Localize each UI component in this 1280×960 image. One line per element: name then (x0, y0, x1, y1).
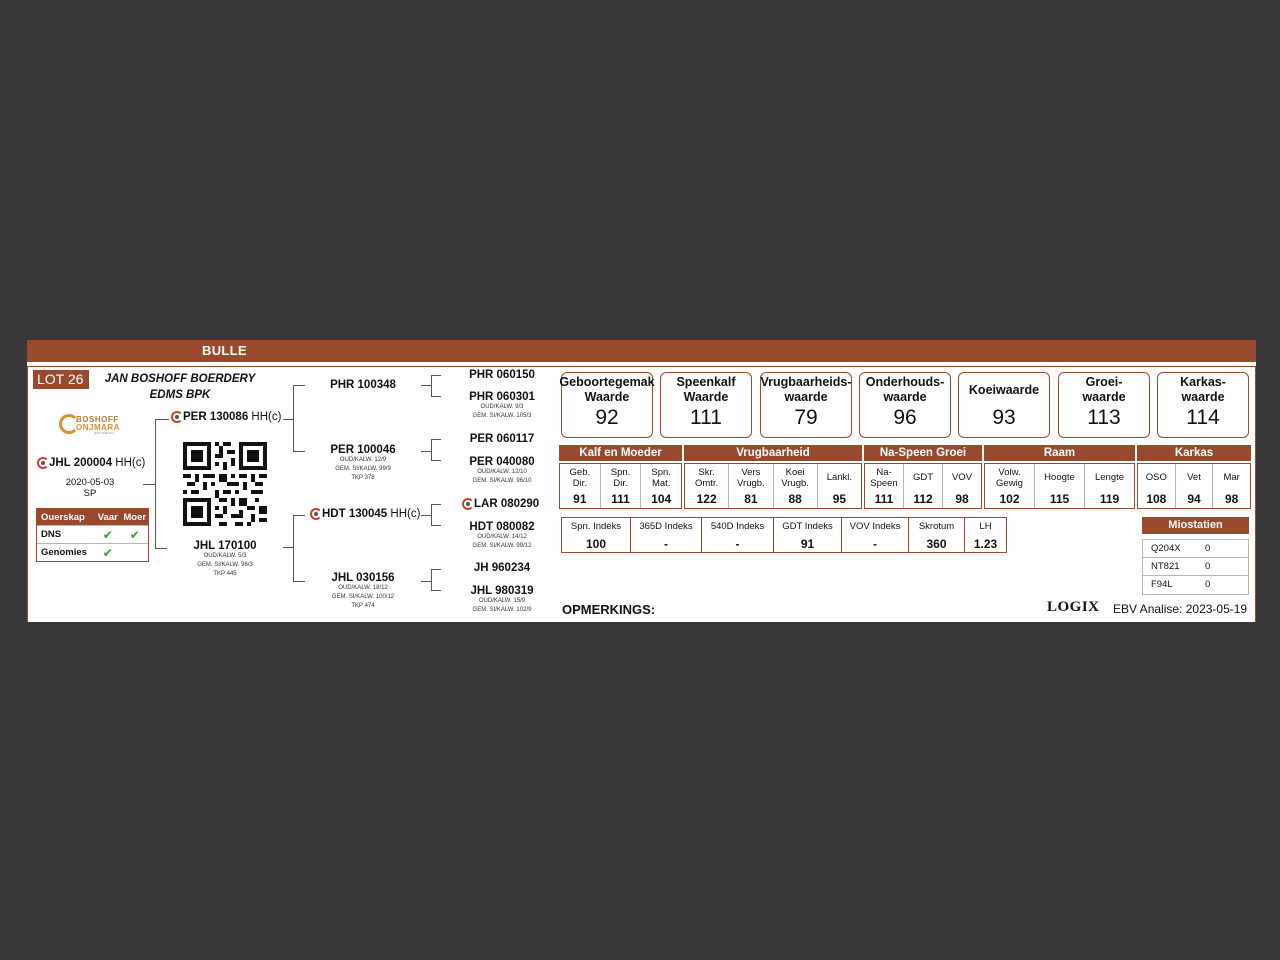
ebv-box-value: 113 (1087, 406, 1121, 429)
logo-text-top: BOSHOFF (76, 415, 119, 424)
ebv-label-line: Groei- (1085, 375, 1123, 389)
ebv-box-value: 114 (1186, 406, 1220, 429)
breeder-name: JAN BOSHOFF BOERDERY EDMS BPK (104, 373, 256, 401)
trait-label-line: Vet (1187, 472, 1201, 483)
ownership-header-label: Ouerskap (41, 511, 85, 523)
trait-label (774, 464, 817, 490)
trait-label (1213, 464, 1250, 490)
dds-id: JH 960234 (473, 562, 531, 574)
ownership-header (37, 509, 148, 525)
index-value: - (735, 537, 740, 551)
trait-label-line: GDT (912, 472, 934, 483)
ebv-box-value: 111 (690, 406, 722, 429)
index-label: VOV Indeks (849, 521, 901, 532)
dam-age-calves: OUD/KALW. 5/3 (203, 553, 247, 559)
trait-label-line: Lengte (1094, 472, 1125, 483)
ebv-analysis-value: 2023-05-19 (1185, 602, 1248, 616)
trait-label-line: Vers (741, 466, 761, 478)
ebv-box-koeiwaarde (958, 372, 1050, 438)
sire-dam-age-calves: OUD/KALW. 12/9 (339, 457, 387, 463)
trait-label (985, 464, 1034, 490)
index-label: Skrotum (918, 521, 955, 532)
trait-value: 98 (1225, 492, 1239, 506)
trait-label-line: OSO (1145, 472, 1167, 483)
logix-logo: LOGIX (1047, 599, 1100, 615)
dsd-age-calves: OUD/KALW. 14/12 (477, 534, 527, 540)
trait-label (943, 464, 981, 490)
genomic-icon (171, 411, 181, 421)
ddd-block (457, 585, 547, 615)
dam-dam-avg-weaning: GEM. SI/KALW. 100/12 (331, 594, 395, 600)
ebv-box-label (959, 373, 1049, 405)
index-label: Spn. Indeks (570, 521, 622, 532)
index-cell (842, 518, 909, 552)
index-cell (702, 518, 774, 552)
sds-block (457, 433, 547, 445)
ebv-box-vrugbaarheid (760, 372, 852, 438)
trait-label-line: Spn. (651, 466, 671, 478)
qr-code[interactable] (183, 442, 267, 526)
trait-label-line: Spn. (610, 466, 631, 478)
miostatien-row (1143, 558, 1248, 576)
trait-cell (818, 464, 861, 508)
sdd-block (457, 456, 547, 486)
trait-label-line: Dir. (613, 477, 628, 489)
traits-raam (984, 463, 1135, 509)
trait-cell (1085, 464, 1134, 508)
index-cell (774, 518, 842, 552)
trait-cell (1035, 464, 1085, 508)
sire-dam-tkp: TKP 378 (351, 475, 375, 481)
trait-label-line: Mat. (651, 477, 671, 489)
sire-sire-id: PHR 100348 (330, 379, 396, 391)
check-icon: ✔ (102, 527, 113, 542)
genomic-icon (310, 508, 320, 518)
dam-avg-weaning: GEM. SI/KALW. 96/3 (197, 562, 253, 568)
trait-label-line: Gewig (996, 477, 1023, 489)
ownership-row-label: DNS (41, 529, 62, 540)
ebv-box-label (1158, 373, 1248, 405)
trait-label (1085, 464, 1134, 490)
index-label: 365D Indeks (639, 521, 693, 532)
ebv-box-value: 96 (893, 406, 917, 429)
ddd-id: JHL 980319 (470, 585, 534, 597)
trait-label-line: Hoogte (1044, 472, 1075, 483)
ebv-label-line: Onderhouds- (865, 375, 945, 389)
subject-hh: HH(c) (115, 457, 146, 469)
ebv-label-line: Vrugbaarheids- (760, 375, 852, 389)
ebv-box-groei (1058, 372, 1150, 438)
trait-cell (985, 464, 1035, 508)
dam-dam-tkp: TKP 474 (351, 603, 375, 609)
genomic-icon (37, 457, 47, 467)
ebv-box-label (860, 373, 950, 405)
remarks-label: OPMERKINGS: (562, 602, 656, 617)
traits-na-speen-groei (864, 463, 982, 509)
dam-dam-id: JHL 030156 (331, 572, 395, 584)
trait-value: 104 (651, 492, 672, 506)
group-kalf-en-moeder: Kalf en Moeder (559, 445, 682, 461)
dam-sire-hh: HH(c) (390, 508, 421, 520)
miostatien-value: 0 (1205, 543, 1211, 554)
sss-block (457, 369, 547, 381)
ebv-label-line: waarde (883, 390, 927, 404)
subject-details (47, 477, 133, 499)
sire-dam-avg-weaning: GEM. SI/KALW. 99/9 (335, 466, 391, 472)
trait-value: 122 (696, 492, 717, 506)
dsd-id: HDT 080082 (469, 521, 535, 533)
genomic-icon (462, 498, 472, 508)
group-raam: Raam (984, 445, 1135, 461)
check-icon: ✔ (102, 545, 113, 560)
section-header-bar (27, 340, 1256, 362)
index-label: GDT Indeks (782, 521, 833, 532)
index-value: - (664, 537, 668, 551)
section-title: BULLE (202, 343, 247, 358)
ebv-box-value: 79 (794, 406, 818, 429)
trait-label-line: Vrugb. (737, 477, 765, 489)
ebv-label-line: Koeiwaarde (968, 382, 1040, 397)
trait-value: 111 (874, 492, 894, 506)
trait-value: 111 (611, 492, 630, 506)
index-value: - (873, 537, 877, 551)
trait-cell (774, 464, 818, 508)
trait-cell (1176, 464, 1214, 508)
dss-animal-id (462, 498, 539, 510)
trait-cell (1213, 464, 1250, 508)
trait-value: 95 (832, 492, 847, 506)
sire-animal-id (171, 411, 281, 423)
trait-label (1138, 464, 1175, 490)
subject-code: SP (83, 488, 97, 499)
trait-cell (641, 464, 681, 508)
subject-animal-id (37, 457, 145, 469)
dss-id: LAR 080290 (474, 498, 540, 510)
index-value: 360 (926, 537, 947, 551)
dam-block (179, 540, 271, 579)
ebv-label-line: waarde (784, 390, 828, 404)
lot-badge: LOT 26 (33, 370, 89, 389)
trait-cell (685, 464, 729, 508)
ebv-box-label (761, 373, 851, 405)
miostatien-marker: Q204X (1151, 543, 1181, 554)
sss-id: PHR 060150 (469, 369, 535, 381)
ownership-row-dns (37, 525, 148, 543)
trait-label (601, 464, 641, 490)
trait-label (641, 464, 681, 490)
trait-label-line: Na- (876, 466, 892, 478)
traits-vrugbaarheid (684, 463, 862, 509)
trait-cell (904, 464, 943, 508)
ownership-header-sire: Vaar (97, 511, 118, 523)
ownership-row-label: Genomies (41, 547, 87, 558)
trait-label-line: Vrugb. (781, 477, 809, 489)
logo-text-bottom: ONJMARA (76, 423, 120, 432)
sire-id: PER 130086 (183, 411, 249, 423)
ebv-box-value: 92 (595, 406, 619, 429)
trait-label-line: Skr. (698, 466, 715, 478)
sire-dam-id: PER 100046 (330, 444, 396, 456)
dam-dam-age-calves: OUD/KALW. 18/12 (338, 585, 388, 591)
ebv-box-label (661, 373, 751, 405)
trait-value: 98 (955, 492, 969, 506)
trait-label (865, 464, 903, 490)
ebv-label-line: Geboortegemak (559, 375, 655, 389)
ebv-label-line: Waarde (683, 390, 729, 404)
ebv-box-speenkalf (660, 372, 752, 438)
trait-label (904, 464, 942, 490)
traits-karkas (1137, 463, 1251, 509)
ddd-age-calves: OUD/KALW. 15/9 (478, 598, 526, 604)
sdd-id: PER 040080 (469, 456, 535, 468)
dam-id: JHL 170100 (193, 540, 257, 552)
index-cell (909, 518, 965, 552)
dsd-block (457, 521, 547, 551)
trait-label-line: Geb. (569, 466, 591, 478)
sds-id: PER 060117 (469, 433, 535, 445)
sire-sire-block (317, 379, 409, 391)
miostatien-table (1142, 539, 1249, 595)
trait-label-line: Omtr. (695, 477, 719, 489)
index-label: LH (979, 521, 992, 532)
group-karkas: Karkas (1137, 445, 1251, 461)
trait-value: 119 (1099, 492, 1120, 506)
logo-text-small: |EST 0000 SA| (94, 431, 114, 435)
ebv-box-onderhouds (859, 372, 951, 438)
trait-value: 115 (1049, 492, 1070, 506)
index-table (561, 517, 1007, 553)
breeder-logo (59, 412, 129, 438)
miostatien-value: 0 (1205, 579, 1211, 590)
ssd-age-calves: OUD/KALW. 9/3 (480, 404, 524, 410)
trait-label (560, 464, 600, 490)
ebv-label-line: Waarde (584, 390, 630, 404)
ebv-box-value: 93 (992, 406, 1016, 429)
trait-value: 112 (913, 492, 933, 506)
trait-label (729, 464, 772, 490)
ssd-block (457, 391, 547, 421)
dsd-avg-weaning: GEM. SI/KALW. 99/12 (472, 543, 532, 549)
ownership-table (36, 508, 149, 562)
index-value: 91 (800, 537, 815, 551)
ssd-avg-weaning: GEM. SI/KALW. 105/3 (472, 413, 532, 419)
trait-cell (943, 464, 981, 508)
dam-sire-animal-id (310, 508, 420, 520)
ebv-box-label (559, 373, 655, 405)
sire-dam-block (317, 444, 409, 483)
ebv-label-line: Karkas- (1180, 375, 1226, 389)
dds-block (457, 562, 547, 574)
miostatien-row (1143, 540, 1248, 558)
trait-value: 81 (744, 492, 758, 506)
index-cell (562, 518, 631, 552)
trait-value: 91 (573, 492, 587, 506)
ebv-box-label (1059, 373, 1149, 405)
ebv-box-karkas (1157, 372, 1249, 438)
trait-cell (865, 464, 904, 508)
check-icon: ✔ (129, 527, 140, 542)
group-na-speen-groei: Na-Speen Groei (864, 445, 982, 461)
trait-value: 108 (1146, 492, 1167, 506)
sdd-age-calves: OUD/KALW. 12/10 (477, 469, 527, 475)
trait-label-line: Speen (870, 477, 898, 489)
miostatien-value: 0 (1205, 561, 1211, 572)
trait-label-line: Volw. (998, 466, 1021, 478)
ownership-header-dam: Moer (123, 511, 147, 523)
traits-kalf-en-moeder (559, 463, 682, 509)
ebv-box-geboortegemak (561, 372, 653, 438)
trait-label-line: Mar (1223, 472, 1240, 483)
ebv-label-line: waarde (1181, 390, 1225, 404)
trait-cell (729, 464, 773, 508)
index-value: 100 (585, 537, 607, 551)
ebv-analysis-date (1113, 602, 1247, 616)
trait-label-line: VOV (951, 472, 973, 483)
trait-label (818, 464, 861, 490)
dam-dam-block (317, 572, 409, 611)
trait-label-line: Dir. (572, 477, 587, 489)
index-cell (965, 518, 1006, 552)
trait-label (1176, 464, 1213, 490)
ebv-label-line: Speenkalf (676, 375, 736, 389)
miostatien-marker: NT821 (1151, 561, 1180, 572)
sdd-avg-weaning: GEM. SI/KALW. 96/10 (472, 478, 532, 484)
index-cell (631, 518, 702, 552)
miostatien-title: Miostatien (1142, 517, 1249, 534)
sire-hh: HH(c) (251, 411, 282, 423)
ebv-analysis-label: EBV Analise: (1113, 602, 1183, 616)
trait-cell (560, 464, 601, 508)
index-value: 1.23 (973, 537, 998, 551)
trait-cell (1138, 464, 1176, 508)
trait-label-line: Koei (785, 466, 805, 478)
sale-card (27, 340, 1256, 622)
trait-value: 88 (788, 492, 802, 506)
trait-value: 94 (1187, 492, 1201, 506)
ssd-id: PHR 060301 (469, 391, 535, 403)
ddd-avg-weaning: GEM. SI/KALW. 102/9 (472, 607, 532, 613)
dam-sire-id: HDT 130045 (322, 508, 388, 520)
group-vrugbaarheid: Vrugbaarheid (684, 445, 862, 461)
ownership-row-genomies (37, 543, 148, 561)
index-label: 540D Indeks (710, 521, 765, 532)
trait-cell (601, 464, 642, 508)
trait-label (685, 464, 728, 490)
miostatien-marker: F94L (1151, 579, 1173, 590)
trait-label (1035, 464, 1084, 490)
subject-id: JHL 200004 (49, 457, 113, 469)
miostatien-row (1143, 576, 1248, 594)
trait-value: 102 (999, 492, 1020, 506)
subject-birthdate: 2020-05-03 (65, 477, 115, 488)
dam-tkp: TKP 445 (213, 571, 237, 577)
trait-label-line: Lankl. (826, 472, 853, 483)
ebv-label-line: waarde (1082, 390, 1126, 404)
